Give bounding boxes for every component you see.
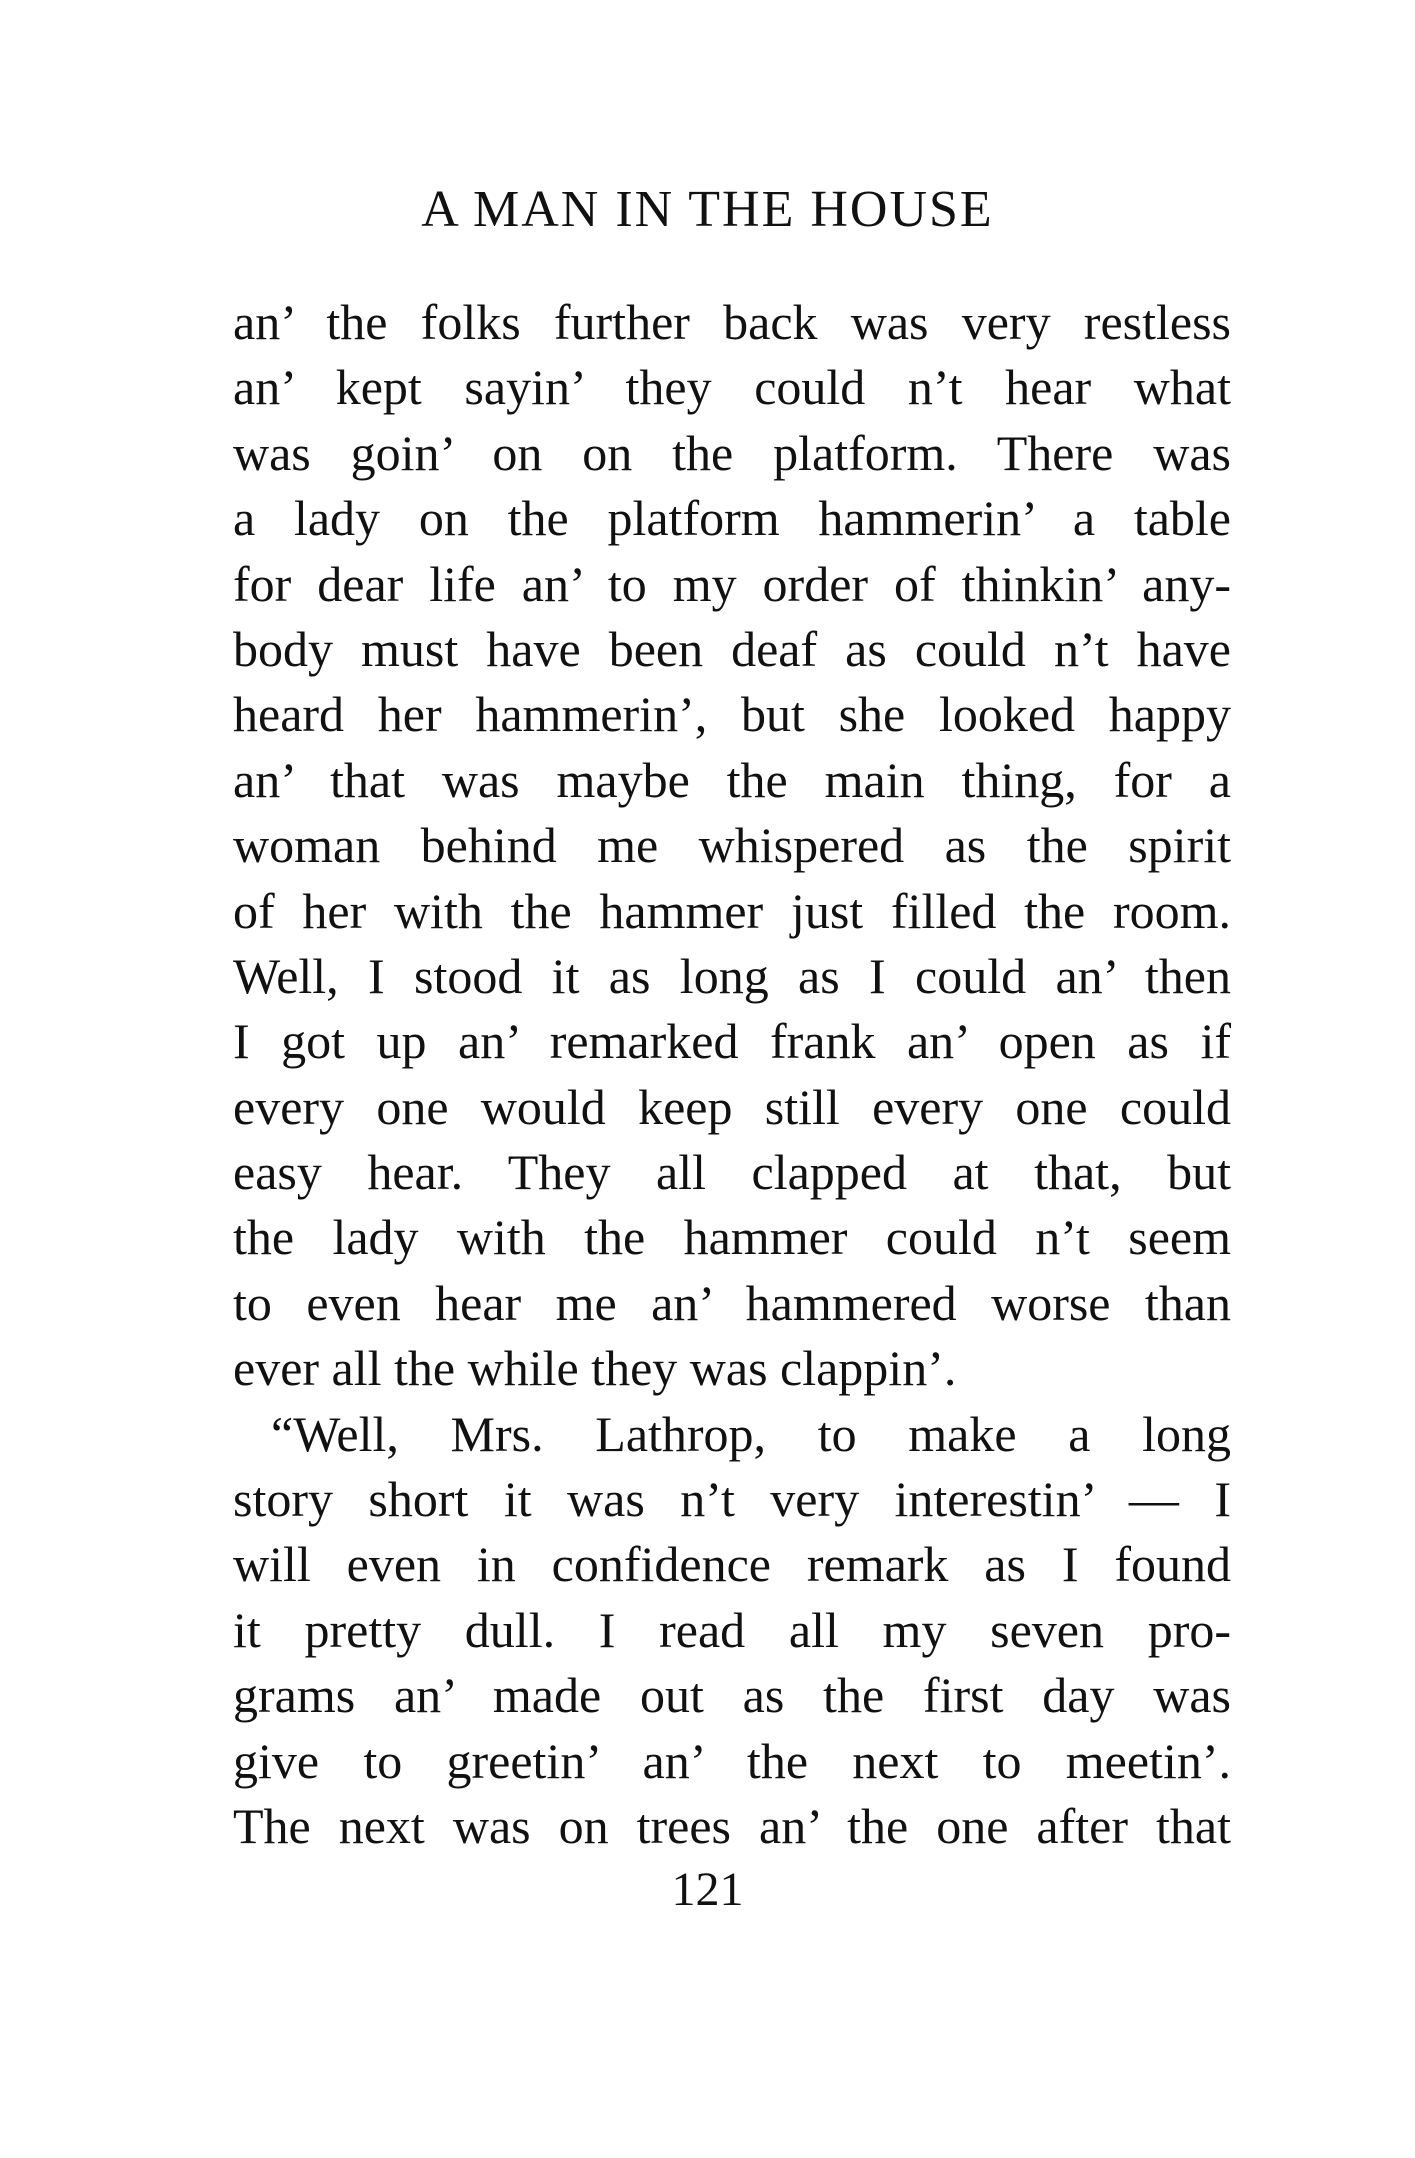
- text-line: grams an’ made out as the first day was: [233, 1667, 1231, 1724]
- text-line: to even hear me an’ hammered worse than: [233, 1274, 1231, 1331]
- text-line: it pretty dull. I read all my seven pro-: [233, 1601, 1231, 1658]
- text-line: a lady on the platform hammerin’ a table: [233, 490, 1231, 547]
- text-line: will even in confidence remark as I found: [233, 1536, 1231, 1593]
- text-line: story short it was n’t very interestin’ — I: [233, 1471, 1231, 1528]
- text-line: body must have been deaf as could n’t have: [233, 620, 1231, 677]
- body-text: [233, 290, 1231, 1859]
- text-line: easy hear. They all clapped at that, but: [233, 1144, 1231, 1201]
- text-line: The next was on trees an’ the one after that: [233, 1797, 1231, 1854]
- text-line: Well, I stood it as long as I could an’ then: [233, 947, 1231, 1004]
- text-line: of her with the hammer just filled the room.: [233, 882, 1231, 939]
- running-head: A MAN IN THE HOUSE: [421, 181, 994, 238]
- paragraph-end-line: ever all the while they was clappin’.: [233, 1340, 957, 1397]
- text-line: an’ the folks further back was very restless: [233, 294, 1231, 350]
- text-line: was goin’ on on the platform. There was: [233, 424, 1231, 481]
- page-number: 121: [671, 1863, 744, 1916]
- text-line: give to greetin’ an’ the next to meetin’.: [233, 1732, 1231, 1789]
- text-line: the lady with the hammer could n’t seem: [233, 1209, 1231, 1266]
- paragraph-start-line: “Well, Mrs. Lathrop, to make a long: [271, 1405, 1231, 1462]
- text-line: woman behind me whispered as the spirit: [233, 817, 1231, 874]
- text-line: an’ that was maybe the main thing, for a: [233, 751, 1231, 808]
- text-line: for dear life an’ to my order of thinkin’ any-: [233, 555, 1231, 612]
- text-line: an’ kept sayin’ they could n’t hear what: [233, 359, 1231, 416]
- text-line: heard her hammerin’, but she looked happy: [233, 686, 1231, 743]
- text-line: every one would keep still every one could: [233, 1078, 1231, 1135]
- text-line: I got up an’ remarked frank an’ open as if: [233, 1013, 1231, 1070]
